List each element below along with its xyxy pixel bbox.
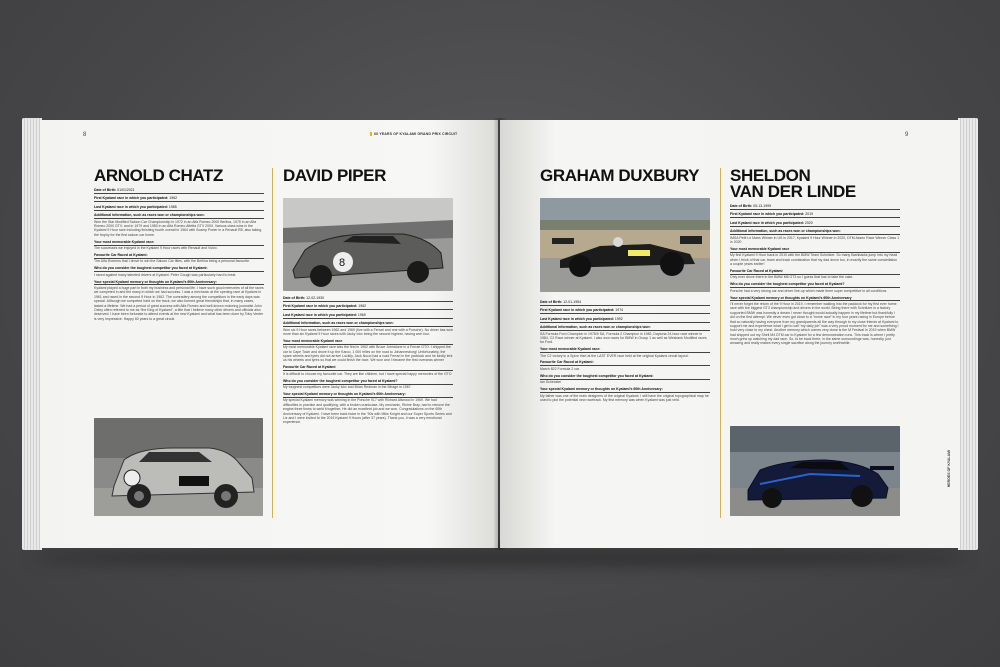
page-number-left: 8 [83, 132, 87, 138]
field-additional-label: Additional information, such as races won or championships won: [283, 321, 453, 327]
left-page [40, 120, 498, 548]
field-first-race: First Kyalami race in which you participated: 1962 [283, 304, 453, 310]
field-first-race: First Kyalami race in which you participated: 2019 [730, 212, 900, 218]
side-label: HEROES OF KYALAMI [947, 450, 951, 488]
photo-bmw-gt3 [730, 426, 900, 516]
field-additional: Won the Star Modified Saloon Car Championship in 1972 in an Alfa Romeo 2000 Berlina, 1975 in an Alfa Romeo 2000 GTV, and in 1979 and 1980 in an Alfa Romeo Alfetta GTV 2000. Various class wins in the Kyalami 9 Hour race including finishing fourth overall in 1964 with Scamp Porter in a Renault R8, also taking the trophy for the first saloon car home. [94, 219, 262, 237]
profile-graham-duxbury [540, 168, 710, 188]
profile-arnold-chatz [94, 168, 264, 323]
field-special-label: Your special Kyalami memory or thoughts on Kyalami’s 60th Anniversary: [94, 280, 264, 286]
running-title [370, 132, 457, 136]
field-last-race: Last Kyalami race in which you participated: 2020 [730, 221, 900, 227]
field-favourite-label: Favourite Car Raced at Kyalami: [94, 253, 264, 259]
field-memorable-label: Your most memorable Kyalami race: [94, 240, 264, 246]
profile-name: ARNOLD CHATZ [94, 166, 223, 185]
field-special: I’ll never forget the return of the 9 Hour in 2019. I remember walking into the paddock for my first ever home race with the biggest GT3 championship and drivers in the world. Being there with Schnitzer in a factory supported BMW was honestly a dream I never thought would actually happen in my lifetime but thankfully I did on the first attempt. We never even got close to a “home race” in my four years racing in Europe before that so naturally having everyone from my grandparents all the way through to my close friends at Kyalami to support me and experience what I get to call “my daily job” was a very proud moment for me and something I hold very close to my chest. Another memory which comes very close is the M Festival in 2019 when BMW had shipped out my Shell M4 DTM car to Kyalami for a few demonstration runs. This track is where I pretty much grew up watching my dad race. So, to be back there, in the same surroundings was, honestly, just amazing and really makes every single sacrifice along the journey worthwhile. [730, 302, 899, 346]
profile-name: GRAHAM DUXBURY [540, 166, 700, 185]
field-favourite: March 822 Formula 2 car. [540, 367, 580, 372]
field-special-label: Your special Kyalami memory or thoughts on Kyalami’s 60th Anniversary: [283, 392, 453, 398]
profile-david-piper-details [283, 296, 453, 427]
field-last-race: Last Kyalami race in which you participated: 1992 [540, 317, 710, 323]
field-favourite: Only ever drove there in the BMW M6 GT3 so I guess that has to take the cake. [730, 275, 854, 280]
field-dob: Date of Birth: 01/01/2021 [94, 188, 264, 194]
svg-text:8: 8 [339, 257, 346, 269]
field-special: My special Kyalami memory was winning in the Porsche 917 with Richard Attwood in 1969. We had difficulties in practice and qualifying, with a broken crankcase. My mechanic, Richie Bray, had to remove the engine three times to weld it together. He did an excellent job and we won. Congratulations on the 60th Anniversary of Kyalami. I have been back twice in the ’90s with Mike Knight and our Super Sports Series and Liz and I were invited to the 2019 Kyalami 9 Hours (after 37 years). Thank you, it was a very emotional experience. [283, 398, 452, 425]
field-memorable: The successes we enjoyed in the Kyalami 9 Hour races with Renault and Volvo. [94, 246, 218, 251]
field-favourite: It is difficult to choose my favourite car. They are like children, but I have special happy memories of the GTO [283, 371, 452, 376]
field-competitor-label: Who do you consider the toughest competitor you faced at Kyalami: [94, 266, 264, 272]
running-title-text: 60 YEARS OF KYALAMI GRAND PRIX CIRCUIT [374, 132, 458, 136]
page-stack-right [958, 118, 978, 550]
field-additional-label: Additional information, such as races won or championships won: [730, 229, 900, 235]
photo-ferrari-gto [283, 198, 453, 291]
field-favourite-label: Favourite Car Raced at Kyalami [283, 365, 453, 371]
field-dob: Date of Birth: 12-02-1930 [283, 296, 453, 302]
column-divider [720, 168, 721, 518]
field-memorable-label: Your most memorable Kyalami race [730, 247, 900, 253]
field-competitor: My toughest competitors were Jacky Ickx and Brian Redman in the Mirage in 1967. [283, 385, 412, 390]
field-additional-label: Additional information, such as races won or championships won: [94, 213, 264, 219]
field-memorable-label: Your most memorable Kyalami race: [540, 347, 710, 353]
field-favourite: The Alfa Romeos that I drove to win the Saloon Car titles, with the Berlina being a personal favourite. [94, 259, 251, 264]
profile-sheldon-van-der-linde [730, 168, 900, 348]
field-competitor-label: Who do you consider the toughest competitor you faced at Kyalami: [540, 374, 710, 380]
field-special: Kyalami played a huge part in both my business and personal life. I have such good memories of all the races we competed in and the many in which we had success. I was a mechanic at the opening race at Kyalami in 1961 and raced in the second 9 Hour in 1962. The comradery among the competitors in the early days was special. Although we competed hard on the track, we also formed great friendships that, in many cases, lasted a lifetime. We had a period of great success with Alfa Romeo and well-known motoring journalist John Oxley often referred to me as “the King of Kyalami”, a title that I believe many other drivers and officials also deserved. I have been fortunate to attend events at the new Kyalami and what has been done by Toby Venter is very impressive. Happy 60 years to a great circuit. [94, 286, 264, 321]
field-favourite-label: Favourite Car Raced at Kyalami: [540, 360, 710, 366]
field-competitor: Ian Scheckter [540, 380, 562, 385]
field-additional-label: Additional information, such as races won or championships won: [540, 325, 710, 331]
field-additional: SA Formula Ford Champion in 1978/9 SA, Formula 2 Champion in 1982, Daytona 24-hour race winner in 1984, C2 Race winner at Kyalami. I also won races for BMW in Group 1 as well as Wesbank Modified races for Ford. [540, 331, 707, 345]
column-divider [272, 168, 273, 518]
field-memorable-label: Your most memorable Kyalami race [283, 339, 453, 345]
profile-name: SHELDON VAN DER LINDE [730, 166, 856, 201]
field-memorable: My first Kyalami 9 Hour back in 2019 with the BMW Team Schnitzer. So many flashbacks jump into my head when I think of that car, team and track combination that my dad drove too, in exactly the same constellation a couple years earlier! [730, 253, 898, 267]
profile-graham-duxbury-details [540, 300, 710, 405]
field-memorable: The C2 victory in a Spice Hart at the LAST EVER race held at the original Kyalami circuit layout. [540, 353, 689, 358]
field-special-label: Your special Kyalami memory or thoughts on Kyalami’s 60th Anniversary: [540, 387, 710, 393]
yellow-bar-icon [370, 132, 372, 136]
page-number-right: 9 [905, 132, 909, 138]
field-competitor-label: Who do you consider the toughest competitor you faced at Kyalami? [730, 282, 900, 288]
field-competitor: I raced against many talented drivers at Kyalami. Peter Gough was particularly hard to beat. [94, 272, 237, 277]
field-first-race: First Kyalami race in which you participated: 1962 [94, 196, 264, 202]
photo-formula-car [540, 198, 710, 292]
photo-alfa-romeo-saloon [94, 418, 263, 516]
field-competitor: Porsche had a very strong car and driver line-up which made them super competitive in all conditions [730, 288, 887, 293]
field-last-race: Last Kyalami race in which you participated: 1969 [283, 313, 453, 319]
page-stack-left [22, 118, 42, 550]
book-shadow [32, 548, 968, 566]
profile-name: DAVID PIPER [283, 166, 386, 185]
field-memorable: My most memorable Kyalami race was the first in 1962 with Bruce Johnstone in a Ferrari GTO. I shipped the car to Cape Town and drove it up the Karoo, 1 000 miles on the road to Johannesburg! Unfortunately, the spare wheels and tyres did not arrive! Luckily, Jack Nucci had a road Ferrari in the paddock and he kindly lent us his wheels and tyres so that we could finish the race. We won and I became the first overseas winner [283, 345, 453, 363]
field-special-label: Your special Kyalami memory or thoughts on Kyalami’s 60th Anniversary [730, 296, 900, 302]
field-competitor-label: Who do you consider the toughest competitor you faced at Kyalami? [283, 379, 453, 385]
field-last-race: Last Kyalami race in which you participated: 1985 [94, 205, 264, 211]
field-additional: Won six 9 Hour races between 1962 and 1969 (five with a Ferrari and one with a Porsche). No driver has won more than six Kyalami 9 Hour races with Jacky Ickx being the second highest, having won four. [283, 327, 453, 337]
profile-david-piper [283, 168, 453, 188]
field-special: My father was one of the main designers of the original Kyalami. I still have the original topographical map he used to plot the potential new racetrack. My first memory was when Kyalami was just veld. [540, 393, 709, 403]
right-page [500, 120, 960, 548]
field-additional: IMSA Petit Le Mans Winner in US in 2017, Kyalami 9 Hour Winner in 2020, DTM Assen Race Winner Class 1 in 2020 [730, 235, 900, 245]
field-dob: Date of Birth: 12-01-1954 [540, 300, 710, 306]
field-dob: Date of Birth: 05-13-1999 [730, 204, 900, 210]
field-favourite-label: Favourite Car Raced at Kyalami [730, 269, 900, 275]
field-first-race: First Kyalami race in which you participated: 1974 [540, 308, 710, 314]
